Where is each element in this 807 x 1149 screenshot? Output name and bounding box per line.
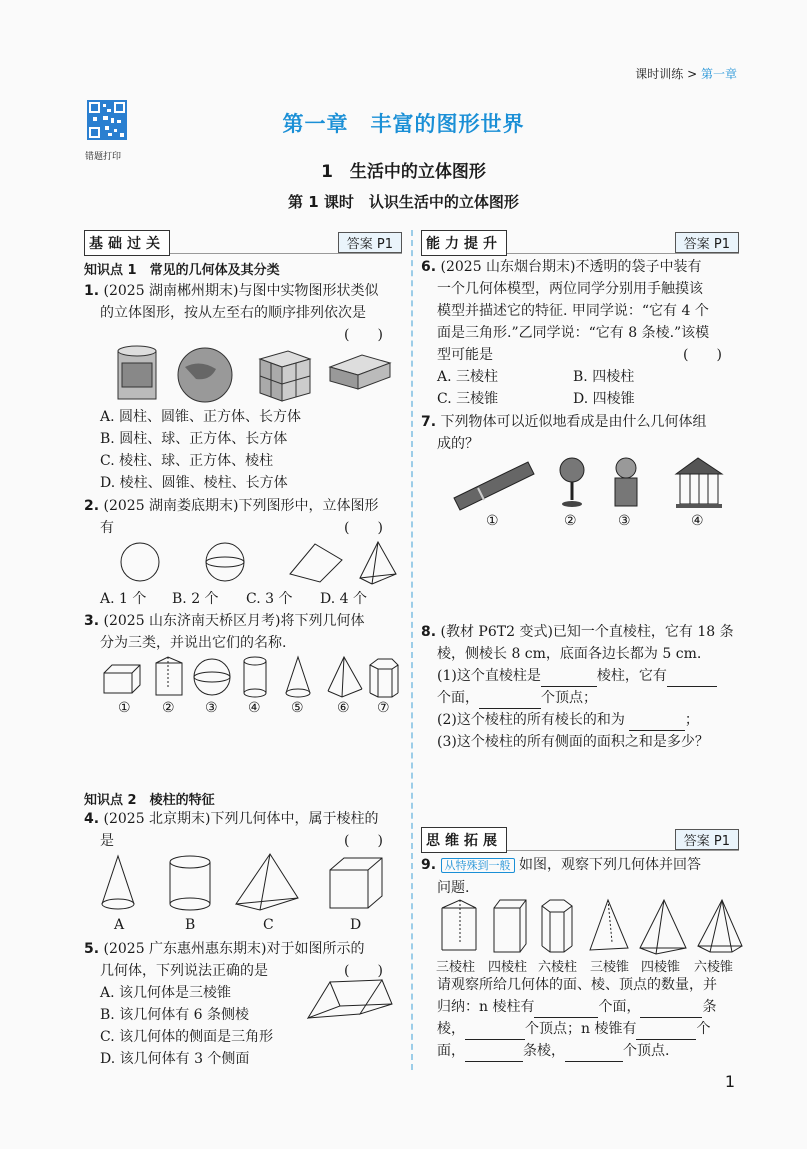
q3-solids <box>100 655 400 700</box>
q6-option-b[interactable]: B. 四棱柱 <box>573 369 635 385</box>
q9-line3: 请观察所给几何体的面、棱、顶点的数量，并 <box>437 977 717 993</box>
q7-number: 7. <box>421 414 437 430</box>
question-3 <box>84 610 404 654</box>
quadrilateral-pyramid-solid <box>640 900 686 954</box>
q6-option-d[interactable]: D. 四棱锥 <box>573 391 635 407</box>
q3-label-1: ① <box>118 700 131 716</box>
q3-label-6: ⑥ <box>337 700 350 716</box>
q3-label-2: ② <box>162 700 175 716</box>
tin-can-icon <box>118 346 156 399</box>
q4-label-d: D <box>350 917 362 933</box>
q4-label-c: C <box>263 917 274 933</box>
q1-option-d[interactable]: D. 棱柱、圆锥、棱柱、长方体 <box>100 475 288 491</box>
q9-label-2: 四棱柱 <box>488 960 528 975</box>
telescope-icon <box>454 462 534 510</box>
q9-blank-pyramid-edges[interactable] <box>465 1047 523 1062</box>
q8-blank-vertices[interactable] <box>479 694 541 709</box>
q9-l4c: 条 <box>702 999 717 1015</box>
q7-line2: 成的？ <box>437 436 479 452</box>
question-9 <box>421 854 741 899</box>
q2-options <box>100 588 400 610</box>
q1-option-c[interactable]: C. 棱柱、球、正方体、棱柱 <box>100 453 274 469</box>
q8-part2-text-a: (2)这个棱柱的所有棱长的和为 <box>437 712 625 728</box>
question-8 <box>421 621 741 753</box>
q7-label-3: ③ <box>618 513 631 529</box>
q6-line4: 面是三角形.”乙同学说：“它有 8 条棱.”该模 <box>437 325 710 341</box>
q8-part3: (3)这个棱柱的所有侧面的面积之和是多少？ <box>437 734 709 750</box>
breadcrumb-separator: > <box>687 67 698 81</box>
q8-part1-text-d: 个顶点； <box>541 690 597 706</box>
quadrilateral-prism-solid <box>494 900 526 952</box>
q9-tag: 从特殊到一般 <box>441 858 515 873</box>
q9-l5c: 个 <box>696 1021 711 1037</box>
q8-part2-text-b: ； <box>684 712 699 728</box>
q9-line1: 如图，观察下列几何体并回答 <box>518 857 701 873</box>
sphere-solid <box>194 659 230 695</box>
q6-line3: 模型并描述它的特征. 甲同学说：“它有 4 个 <box>437 303 709 319</box>
column-divider <box>411 230 413 1070</box>
q9-l5a: 棱， <box>437 1021 465 1037</box>
cylinder-option-b <box>170 856 210 910</box>
q2-number: 2. <box>84 498 100 514</box>
extension-section-header <box>421 826 739 851</box>
q4-line1: (2025 北京期末)下列几何体中，属于棱柱的 <box>103 811 379 827</box>
q7-label-1: ① <box>486 513 499 529</box>
q2-line1: (2025 湖南娄底期末)下列图形中，立体图形 <box>103 498 379 514</box>
q6-option-c[interactable]: C. 三棱锥 <box>437 391 499 407</box>
extension-answer-link[interactable]: 答案 P1 <box>675 829 739 850</box>
q7-label-4: ④ <box>691 513 704 529</box>
q9-blank-pyramid-vertices[interactable] <box>565 1047 623 1062</box>
q5-option-c[interactable]: C. 该几何体的侧面是三角形 <box>100 1029 274 1045</box>
q6-option-a[interactable]: A. 三棱柱 <box>437 369 499 385</box>
q6-line5: 型可能是 <box>437 347 493 363</box>
q3-label-3: ③ <box>205 700 218 716</box>
q1-answer-paren[interactable]: ( ) <box>344 327 383 343</box>
q4-line2: 是 <box>100 833 114 849</box>
chapter-title: 第一章 丰富的图形世界 <box>282 112 525 136</box>
q2-option-d[interactable]: D. 4 个 <box>320 591 367 607</box>
hexagonal-prism-solid <box>370 659 398 697</box>
q3-line1: (2025 山东济南天桥区月考)将下列几何体 <box>103 613 365 629</box>
q9-solids <box>440 898 740 956</box>
q9-l4a: 归纳：n 棱柱有 <box>437 999 535 1015</box>
q1-number: 1. <box>84 283 100 299</box>
q2-figures <box>110 538 400 588</box>
q9-l6c: 个顶点. <box>623 1043 670 1059</box>
q9-l5b: 个顶点；n 棱锥有 <box>525 1021 637 1037</box>
tetrahedron-shape <box>360 542 396 584</box>
breadcrumb-current: 第一章 <box>700 67 737 81</box>
q1-option-b[interactable]: B. 圆柱、球、正方体、长方体 <box>100 431 288 447</box>
q3-label-4: ④ <box>248 700 261 716</box>
pyramid-option-c <box>236 854 298 910</box>
q9-blank-prism-edges[interactable] <box>640 1003 702 1018</box>
extension-section-title: 思维拓展 <box>421 827 507 853</box>
q1-line1: (2025 湖南郴州期末)与图中实物图形状类似 <box>103 283 379 299</box>
q1-object-images <box>100 345 400 405</box>
q9-label-6: 六棱锥 <box>694 960 734 975</box>
ability-answer-link[interactable]: 答案 P1 <box>675 232 739 253</box>
basic-section-header <box>84 229 402 254</box>
q1-option-a[interactable]: A. 圆柱、圆锥、正方体、长方体 <box>100 409 302 425</box>
q3-label-5: ⑤ <box>291 700 304 716</box>
prism-solid <box>156 657 182 695</box>
q5-option-d[interactable]: D. 该几何体有 3 个侧面 <box>100 1051 250 1067</box>
q6-number: 6. <box>421 259 437 275</box>
hexagonal-prism-solid <box>542 900 572 952</box>
q9-label-5: 四棱锥 <box>641 960 681 975</box>
q6-line1: (2025 山东烟台期末)不透明的袋子中装有 <box>440 259 702 275</box>
q2-answer-paren[interactable]: ( ) <box>344 520 383 536</box>
question-7 <box>421 411 741 455</box>
q8-part1-text-c: 个面， <box>437 690 479 706</box>
ability-section-header <box>421 229 739 254</box>
globe-icon <box>178 348 232 402</box>
question-1 <box>84 280 404 324</box>
q8-part1-text-a: (1)这个直棱柱是 <box>437 668 541 684</box>
q8-blank-faces[interactable] <box>667 672 717 687</box>
q2-option-b[interactable]: B. 2 个 <box>172 591 219 607</box>
q5-answer-paren[interactable]: ( ) <box>344 963 383 979</box>
lesson-title: 第 1 课时 认识生活中的立体图形 <box>288 193 519 211</box>
section-title: 1 生活中的立体图形 <box>321 162 486 182</box>
q2-option-c[interactable]: C. 3 个 <box>246 591 293 607</box>
q2-line2: 有 <box>100 520 114 536</box>
basic-answer-link[interactable]: 答案 P1 <box>338 232 402 253</box>
pavilion-icon <box>676 458 722 508</box>
rubik-cube-icon <box>260 351 310 401</box>
q5-number: 5. <box>84 941 100 957</box>
q9-blank-prism-vertices[interactable] <box>465 1025 525 1040</box>
knowledge-point-1: 知识点 1 常见的几何体及其分类 <box>84 263 280 278</box>
q4-solids <box>100 852 400 914</box>
q8-blank-edge-sum[interactable] <box>629 716 685 731</box>
q8-line2: 棱，侧棱长 8 cm，底面各边长都为 5 cm. <box>437 646 702 662</box>
ball-on-pedestal-icon <box>615 458 637 506</box>
breadcrumb <box>635 65 737 82</box>
cuboid-solid <box>104 665 140 693</box>
q4-label-b: B <box>185 917 196 933</box>
q4-number: 4. <box>84 811 100 827</box>
triangular-prism-figure <box>300 978 400 1028</box>
q9-l4b: 个面， <box>598 999 641 1015</box>
knowledge-point-2: 知识点 2 棱柱的特征 <box>84 793 215 808</box>
q7-label-2: ② <box>564 513 577 529</box>
q9-body <box>437 974 741 1062</box>
q9-blank-pyramid-faces[interactable] <box>636 1025 696 1040</box>
q6-line2: 一个几何体模型，两位同学分别用手触摸该 <box>437 281 703 297</box>
qr-label: 错题打印 <box>85 152 122 162</box>
page-number: 1 <box>724 1072 735 1091</box>
ability-section-title: 能力提升 <box>421 230 507 256</box>
cube-option-d <box>330 858 382 908</box>
q8-blank-prism-type[interactable] <box>541 672 597 687</box>
q1-options <box>100 406 301 494</box>
q4-answer-paren[interactable]: ( ) <box>344 833 383 849</box>
triangular-pyramid-solid <box>590 900 628 950</box>
q9-l6a: 面， <box>437 1043 465 1059</box>
q6-answer-paren[interactable]: ( ) <box>683 347 722 363</box>
q3-number: 3. <box>84 613 100 629</box>
triangular-prism-solid <box>442 900 476 950</box>
q8-part1-text-b: 棱柱，它有 <box>596 668 667 684</box>
hexagonal-pyramid-solid <box>698 900 742 952</box>
q3-line2: 分为三类，并说出它们的名称. <box>100 635 287 651</box>
q9-line2: 问题. <box>437 880 470 896</box>
q4-label-a: A <box>114 917 125 933</box>
q9-label-3: 六棱柱 <box>538 960 578 975</box>
q9-label-1: 三棱柱 <box>436 960 476 975</box>
q8-line1: (教材 P6T2 变式)已知一个直棱柱，它有 18 条 <box>440 624 734 640</box>
book-box-icon <box>330 355 390 389</box>
basic-section-title: 基础过关 <box>84 230 170 256</box>
quadrilateral-shape <box>290 544 342 582</box>
q3-label-7: ⑦ <box>377 700 390 716</box>
q6-options <box>437 366 737 410</box>
q5-option-a[interactable]: A. 该几何体是三棱锥 <box>100 985 232 1001</box>
cylinder-solid <box>244 657 266 697</box>
q5-line1: (2025 广东惠州惠东期末)对于如图所示的 <box>103 941 365 957</box>
cone-option-a <box>102 856 134 909</box>
q5-options <box>100 982 273 1070</box>
q9-label-4: 三棱锥 <box>590 960 630 975</box>
q5-line2: 几何体，下列说法正确的是 <box>100 963 268 979</box>
q9-number: 9. <box>421 857 437 873</box>
desk-globe-icon <box>560 458 584 507</box>
sphere-shape <box>206 543 244 581</box>
pyramid-solid <box>328 657 362 697</box>
cone-solid <box>286 657 310 697</box>
q8-number: 8. <box>421 624 437 640</box>
q2-option-a[interactable]: A. 1 个 <box>100 591 147 607</box>
q1-line2: 的立体图形，按从左至右的顺序排列依次是 <box>100 305 366 321</box>
breadcrumb-parent: 课时训练 <box>635 67 684 81</box>
q7-object-images <box>450 454 740 514</box>
q9-blank-prism-faces[interactable] <box>534 1003 598 1018</box>
circle-shape <box>121 543 159 581</box>
q5-option-b[interactable]: B. 该几何体有 6 条侧棱 <box>100 1007 249 1023</box>
q7-line1: 下列物体可以近似地看成是由什么几何体组 <box>440 414 707 430</box>
q9-l6b: 条棱， <box>523 1043 565 1059</box>
